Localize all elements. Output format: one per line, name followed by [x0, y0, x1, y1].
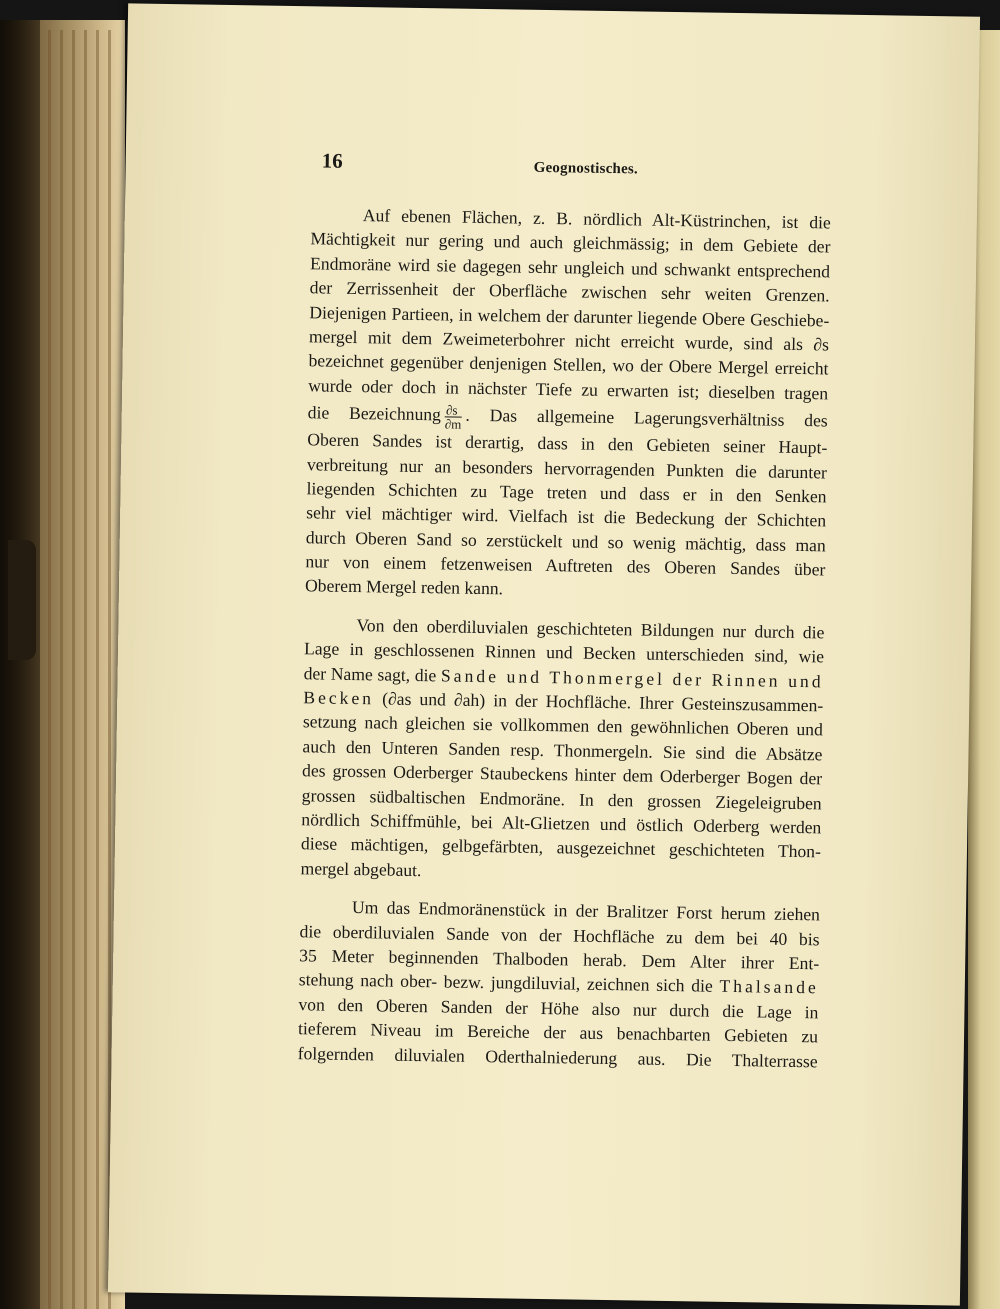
text-segment: der Name sagt, die: [303, 662, 437, 685]
text-line: Von den oberdiluvialen geschichteten Bildungen nur durch die: [356, 614, 825, 643]
fraction: [445, 403, 462, 430]
text-line: Oberem Mergel reden kann.: [304, 575, 504, 599]
formula-suffix: . Das allgemeine Lagerungsverhältniss des: [465, 404, 828, 431]
book-page: [108, 3, 980, 1305]
paragraph-2: [300, 612, 824, 888]
text-line: verbreitung nur an besonders hervorragenden Punkten die darunter: [306, 453, 828, 482]
page-number: 16: [321, 148, 343, 173]
formula-prefix: die Bezeichnung: [307, 402, 442, 425]
text-line: nördlich Schiffmühle, bei Alt-Glietzen und östlich Oderberg werden: [301, 809, 822, 838]
text-line: bezeichnet gegenüber denjenigen Stellen, wo der Obere Mergel erreicht: [308, 350, 829, 379]
text-line: Lage in geschlossenen Rinnen und Becken unterschieden sind, wie: [303, 638, 825, 667]
page-edge-line: [84, 30, 87, 1309]
text-line: Auf ebenen Flächen, z. B. nördlich Alt-Küstrinchen, ist die: [362, 205, 831, 233]
fraction-numerator: ∂s: [445, 403, 462, 417]
paragraph-1: [305, 202, 831, 606]
text-line: durch Oberen Sand so zerstückelt und so wenig mächtig, dass man: [305, 526, 826, 556]
text-line: Mächtigkeit nur gering und auch gleichmässig; in dem Gebiete der: [310, 228, 831, 257]
spaced-term: Thalsande: [719, 976, 819, 998]
text-line: Um das Endmoränenstück in der Bralitzer Forst herum ziehen: [351, 897, 821, 925]
spaced-term: Becken: [303, 687, 375, 709]
torn-edge: [8, 540, 36, 660]
binding-shadow: [0, 20, 40, 1309]
text-segment: stehung nach ober- bezw. jungdiluvial, zeichnen sich die: [298, 969, 713, 997]
fraction-denominator: ∂m: [444, 415, 462, 432]
text-line: setzung nach gleichen sie vollkommen den gewöhnlichen Oberen und: [302, 711, 824, 740]
text-line: diese mächtigen, gelbgefärbten, ausgezeichnet geschichteten Thon-: [300, 833, 822, 862]
page-header: [321, 148, 971, 188]
page-edge-line: [96, 30, 99, 1309]
book-page-edges: [0, 20, 125, 1309]
page-edge-line: [60, 30, 63, 1309]
text-line: sehr viel mächtiger wird. Vielfach ist die Bedeckung der Schichten: [306, 502, 827, 531]
paragraph-3: [298, 894, 821, 1073]
text-segment: (∂as und ∂ah) in der Hochfläche. Ihrer Gesteinszusammen-: [373, 688, 824, 716]
running-head: Geognostisches.: [533, 159, 639, 178]
text-line: 35 Meter beginnenden Thalboden herab. Dem Alter ihrer Ent-: [299, 945, 820, 974]
body-text: [298, 202, 831, 1073]
page-edge-line: [72, 30, 75, 1309]
spaced-term: Sande und Thonmergel der Rinnen und: [440, 665, 824, 692]
text-line: grossen südbaltischen Endmoräne. In den grossen Ziegeleigruben: [301, 784, 822, 813]
text-line: mergel abgebaut.: [300, 857, 422, 880]
text-line: die oberdiluvialen Sande von der Hochfläche zu dem bei 40 bis: [299, 920, 820, 949]
text-line: des grossen Oderberger Staubeckens hinter dem Oderberger Bogen der: [301, 760, 823, 789]
text-line: wurde oder doch in nächster Tiefe zu erwarten ist; dieselben tragen: [308, 374, 829, 404]
text-line: Endmoräne wird sie dagegen sehr ungleich und schwankt entsprechend: [309, 253, 831, 282]
text-line: folgernden diluvialen Oderthalniederung aus. Die Thalterrasse: [297, 1042, 818, 1071]
text-line: Oberen Sandes ist derartig, dass in den Gebieten seiner Haupt-: [307, 429, 828, 458]
text-line: der Zerrissenheit der Oberfläche zwischen sehr weiten Grenzen.: [309, 277, 830, 306]
text-line: Diejenigen Partieen, in welchem der darunter liegende Obere Geschiebe-: [309, 301, 830, 331]
text-line: auch den Unteren Sanden resp. Thonmergeln. Sie sind die Absätze: [302, 736, 823, 765]
text-line: nur von einem fetzenweisen Auftreten des Oberen Sandes über: [305, 551, 826, 580]
page-edge-line: [48, 30, 51, 1309]
text-line: tieferem Niveau im Bereiche der aus benachbarten Gebieten zu: [297, 1018, 819, 1047]
text-line: mergel mit dem Zweimeterbohrer nicht erreicht wurde, sind als ∂s: [308, 326, 830, 355]
text-line: liegenden Schichten zu Tage treten und dass er in den Senken: [306, 478, 827, 507]
text-line: von den Oberen Sanden der Höhe also nur durch die Lage in: [298, 993, 819, 1023]
